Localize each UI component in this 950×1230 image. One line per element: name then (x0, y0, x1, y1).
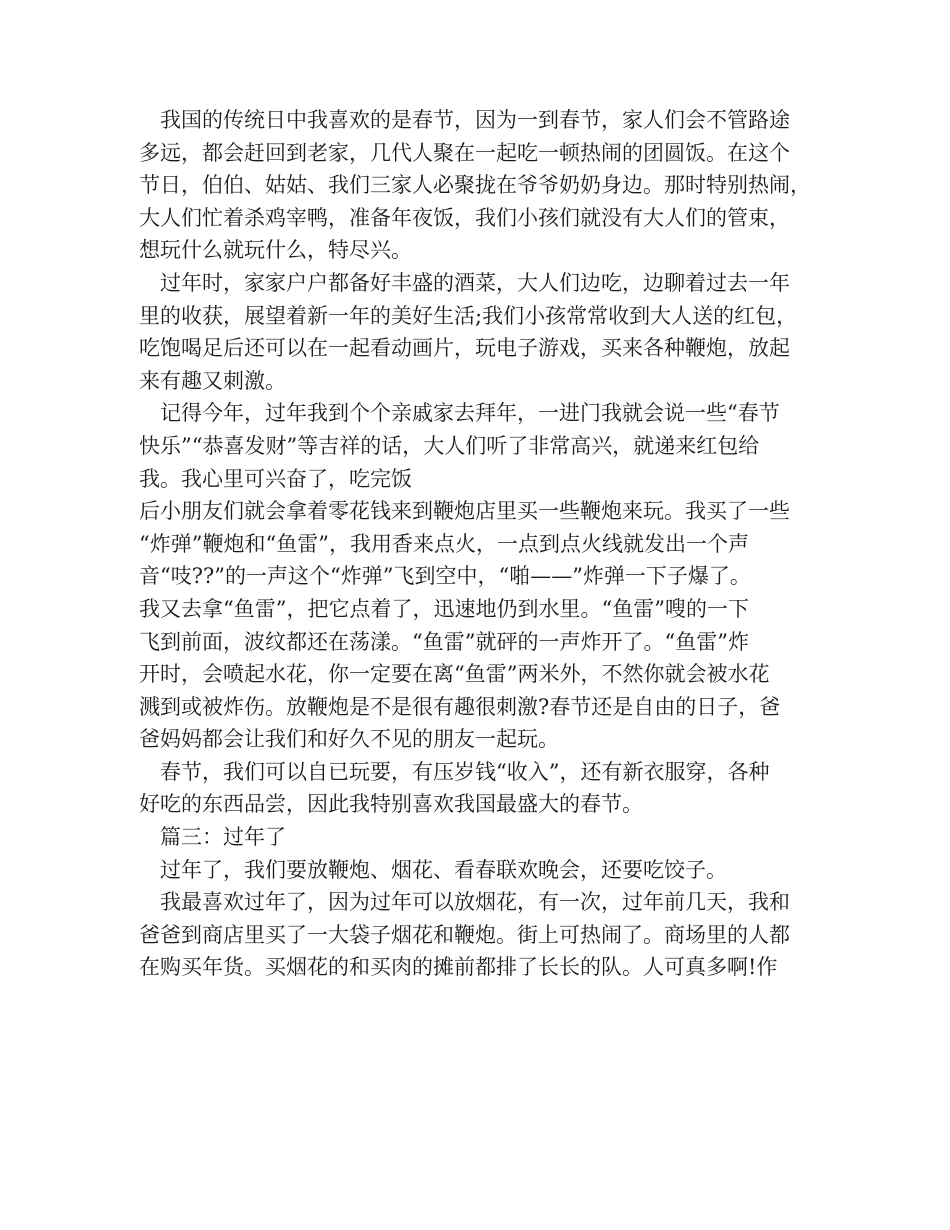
text-line: 节日，伯伯、姑姑、我们三家人必聚拢在爷爷奶奶身边。那时特别热闹， (139, 173, 811, 198)
text-line: 好吃的东西品尝，因此我特别喜欢我国最盛大的春节。 (139, 792, 643, 817)
text-line: 后小朋友们就会拿着零花钱来到鞭炮店里买一些鞭炮来玩。我买了一些 (139, 499, 790, 524)
text-line: 爸爸到商店里买了一大袋子烟花和鞭炮。街上可热闹了。商场里的人都 (139, 922, 790, 947)
text-line: 春节，我们可以自已玩要，有压岁钱“收入”，还有新衣服穿，各种 (160, 759, 770, 784)
text-line: “炸弹”鞭炮和“鱼雷”，我用香来点火，一点到点火线就发出一个声 (139, 531, 749, 556)
text-line: 大人们忙着杀鸡宰鸭，准备年夜饭，我们小孩们就没有大人们的管束， (139, 205, 790, 230)
text-line: 我最喜欢过年了，因为过年可以放烟花，有一次，过年前几天，我和 (160, 890, 790, 915)
text-line: 我国的传统日中我喜欢的是春节，因为一到春节，家人们会不管路途 (160, 108, 790, 132)
section-heading: 篇三：过年了 (160, 825, 286, 850)
text-line: 音“吱??”的一声这个“炸弹”飞到空中，“啪——”炸弹一下子爆了。 (139, 564, 751, 589)
text-line: 快乐”“恭喜发财”等吉祥的话，大人们听了非常高兴，就递来红包给 (139, 433, 760, 458)
text-line: 来有趣又刺激。 (139, 368, 286, 393)
text-line: 爸妈妈都会让我们和好久不见的朋友一起玩。 (139, 727, 559, 752)
text-line: 里的收获，展望着新一年的美好生活;我们小孩常常收到大人送的红包， (139, 303, 798, 328)
document-body (139, 104, 839, 984)
text-line: 过年时，家家户户都备好丰盛的酒菜，大人们边吃，边聊着过去一年 (160, 270, 790, 295)
text-line: 飞到前面，波纹都还在荡漾。“鱼雷”就砰的一声炸开了。“鱼雷”炸 (139, 629, 749, 654)
text-line: 开时，会喷起水花，你一定要在离“鱼雷”两米外，不然你就会被水花 (139, 662, 770, 687)
text-line: 多远，都会赶回到老家，几代人聚在一起吃一顿热闹的团圆饭。在这个 (139, 140, 790, 165)
text-line: 记得今年，过年我到个个亲戚家去拜年，一进门我就会说一些“春节 (160, 401, 780, 426)
text-line: 在购买年货。买烟花的和买肉的摊前都排了长长的队。人可真多啊!作 (139, 955, 778, 980)
text-line: 溅到或被炸伤。放鞭炮是不是很有趣很刺激?春节还是自由的日子，爸 (139, 694, 781, 719)
text-line: 过年了，我们要放鞭炮、烟花、看春联欢晚会，还要吃饺子。 (160, 857, 727, 882)
text-line: 吃饱喝足后还可以在一起看动画片，玩电子游戏，买来各种鞭炮，放起 (139, 336, 790, 361)
text-line: 我。我心里可兴奋了，吃完饭 (139, 466, 412, 491)
text-line: 想玩什么就玩什么，特尽兴。 (139, 238, 412, 263)
text-line: 我又去拿“鱼雷”，把它点着了，迅速地仍到水里。“鱼雷”嗖的一下 (139, 596, 749, 621)
